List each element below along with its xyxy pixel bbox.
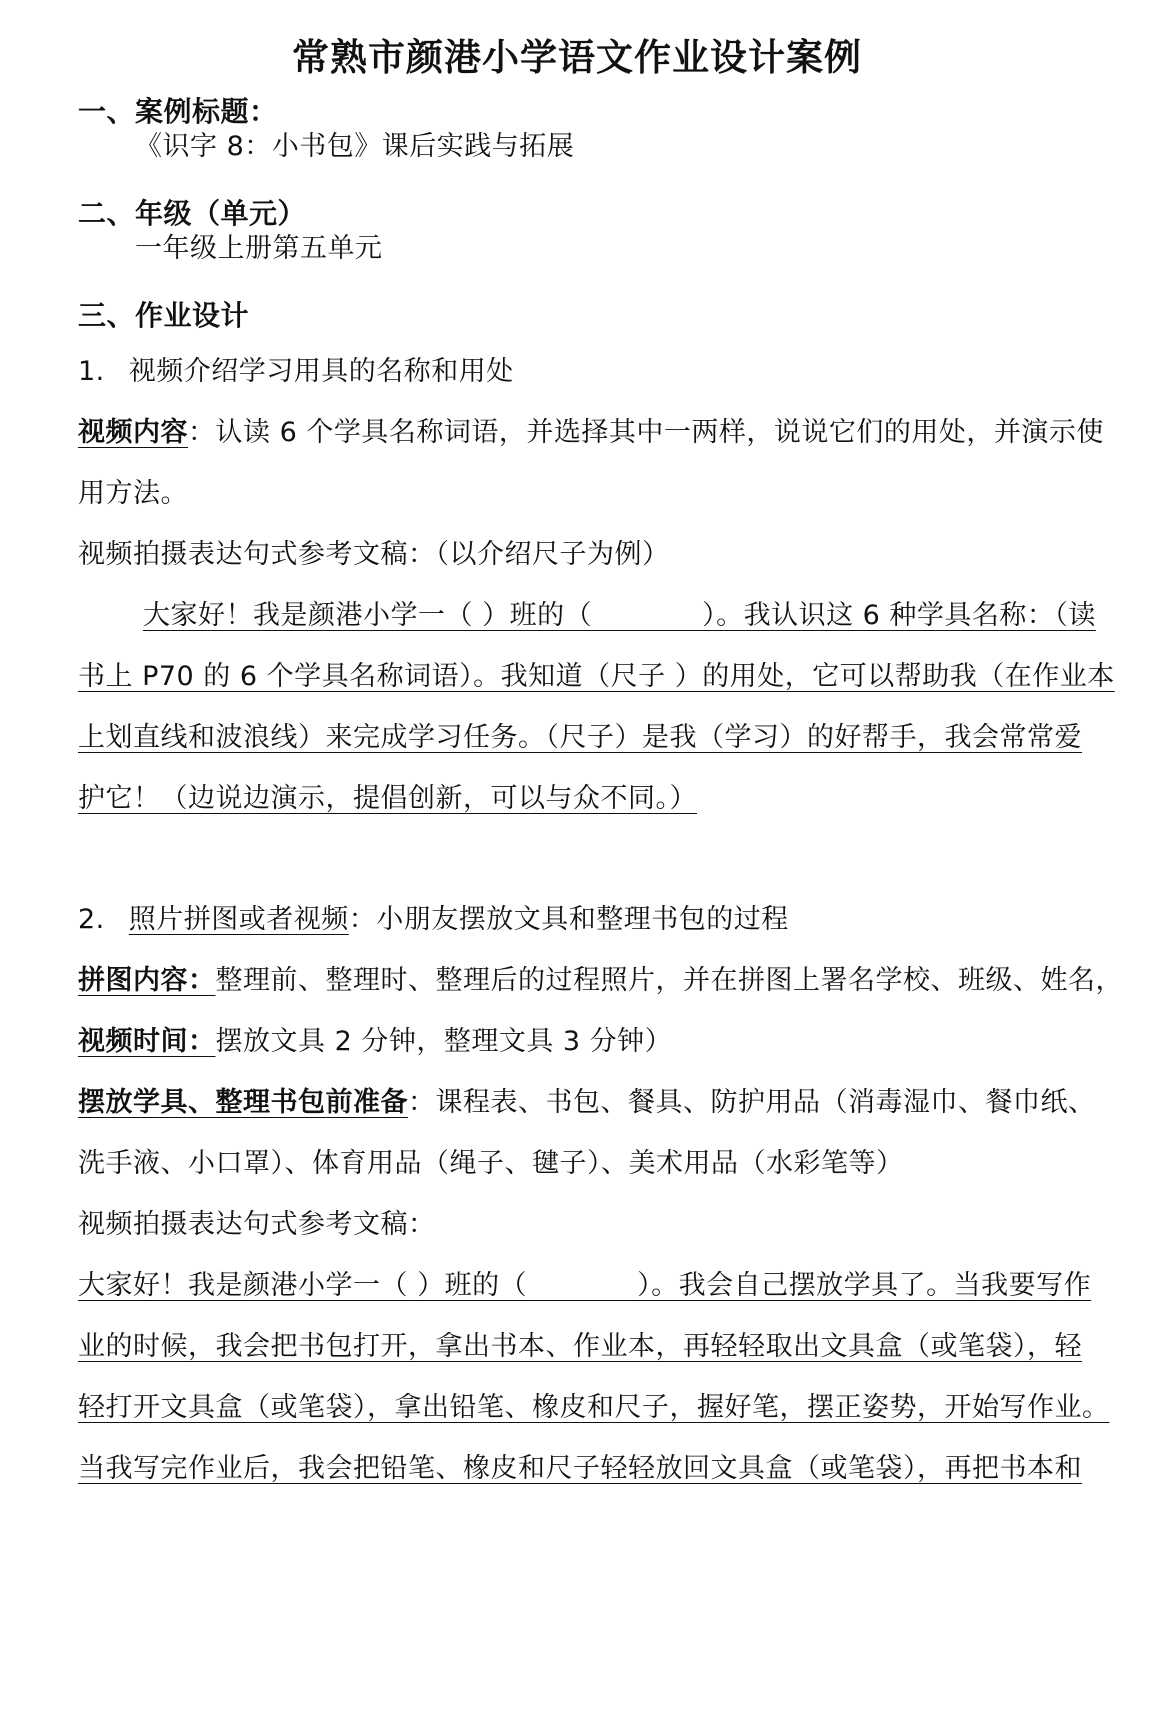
item-2-title-line: [78, 900, 789, 940]
video-time-label: 视频时间：: [78, 1026, 216, 1057]
section-1-content: 《识字 8：小书包》课后实践与拓展: [135, 131, 575, 162]
item-1-script-line-4: 护它！（边说边演示，提倡创新，可以与众不同。）: [78, 783, 697, 814]
item-2-script-line-4: 当我写完作业后，我会把铅笔、橡皮和尺子轻轻放回文具盒（或笔袋），再把书本和: [78, 1453, 1082, 1484]
collage-content-text: 整理前、整理时、整理后的过程照片，并在拼图上署名学校、班级、姓名，: [215, 965, 1123, 996]
collage-content-label: 拼图内容：: [78, 965, 216, 996]
section-2-heading: 二、年级（单元）: [78, 197, 307, 230]
section-1-heading: 一、案例标题：: [78, 95, 278, 128]
item-2-script-line-1: 大家好！我是颜港小学一（ ）班的（ ）。我会自己摆放学具了。当我要写作: [78, 1270, 1092, 1301]
item-1-script-line-1: 大家好！我是颜港小学一（ ）班的（ ）。我认识这 6 种学具名称：（读: [143, 600, 1096, 631]
item-2-script-title: 视频拍摄表达句式参考文稿：: [78, 1209, 436, 1240]
item-2-title-rest: ：小朋友摆放文具和整理书包的过程: [348, 904, 789, 935]
item-1-desc-line-2: 用方法。: [78, 478, 188, 509]
preparation-label: 摆放学具、整理书包前准备: [78, 1087, 408, 1118]
item-2-title-underlined: 照片拼图或者视频: [128, 904, 349, 935]
item-1-number: 1.: [78, 356, 105, 387]
video-time-line: [78, 1022, 672, 1062]
collage-content-line: [78, 961, 1123, 1001]
item-1-script-title: 视频拍摄表达句式参考文稿：（以介绍尺子为例）: [78, 539, 670, 570]
preparation-text-1: ：课程表、书包、餐具、防护用品（消毒湿巾、餐巾纸、: [408, 1087, 1096, 1118]
preparation-line-2: 洗手液、小口罩）、体育用品（绳子、毽子）、美术用品（水彩笔等）: [78, 1148, 904, 1179]
page-title: 常熟市颜港小学语文作业设计案例: [292, 36, 862, 79]
section-2-content: 一年级上册第五单元: [135, 233, 383, 264]
item-1-title-line: [78, 352, 514, 392]
item-1-desc-line-1: [78, 413, 1104, 453]
video-content-label: 视频内容: [78, 417, 188, 448]
item-2-script-line-2: 业的时候，我会把书包打开，拿出书本、作业本，再轻轻取出文具盒（或笔袋），轻: [78, 1331, 1082, 1362]
item-1-script-line-3: 上划直线和波浪线）来完成学习任务。（尺子）是我（学习）的好帮手，我会常常爱: [78, 722, 1082, 753]
item-2-number: 2.: [78, 904, 105, 935]
preparation-line-1: [78, 1083, 1096, 1123]
video-time-text: 摆放文具 2 分钟，整理文具 3 分钟）: [215, 1026, 673, 1057]
item-1-title: 视频介绍学习用具的名称和用处: [128, 356, 514, 387]
video-content-text: ：认读 6 个学具名称词语，并选择其中一两样，说说它们的用处，并演示使: [188, 417, 1104, 448]
section-3-heading: 三、作业设计: [78, 299, 250, 332]
item-1-script-line-2: 书上 P70 的 6 个学具名称词语）。我知道（尺子 ）的用处，它可以帮助我（在作业本: [78, 661, 1115, 692]
item-2-script-line-3: 轻打开文具盒（或笔袋），拿出铅笔、橡皮和尺子，握好笔，摆正姿势，开始写作业。: [78, 1392, 1110, 1423]
